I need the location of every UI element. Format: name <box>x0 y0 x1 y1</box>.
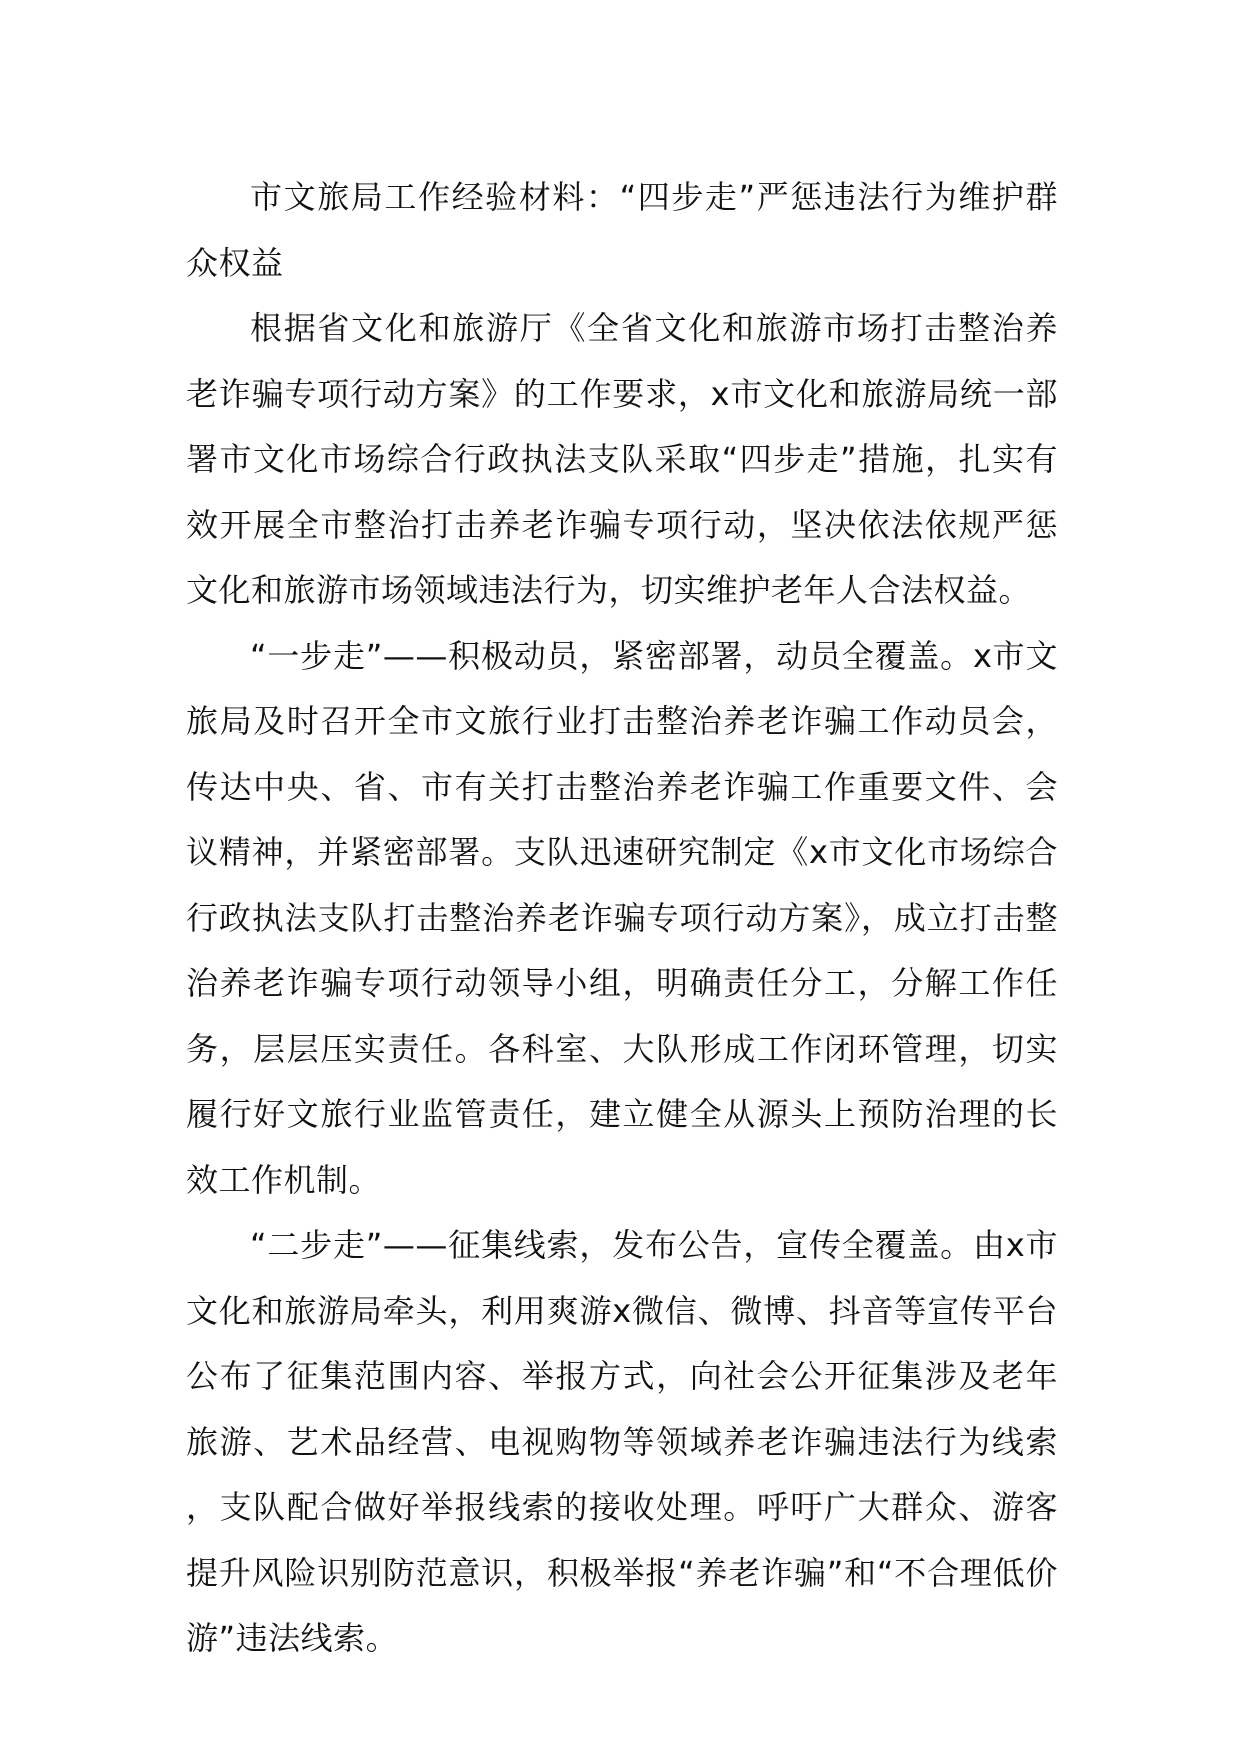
paragraph-intro: 根据省文化和旅游厅《全省文化和旅游市场打击整治养老诈骗专项行动方案》的工作要求，x市文化和旅游局统一部署市文化市场综合行政执法支队采取“四步走”措施，扎实有效开展全市整治打击养老诈骗专项行动，坚决依法依规严惩文化和旅游市场领域违法行为，切实维护老年人合法权益。 <box>186 309 1058 609</box>
document-title: 市文旅局工作经验材料：“四步走”严惩违法行为维护群众权益 <box>186 178 1058 282</box>
document-body <box>186 165 1058 1672</box>
paragraph-step-two: “二步走”——征集线索，发布公告，宣传全覆盖。由x市文化和旅游局牵头，利用爽游x微信、微博、抖音等宣传平台公布了征集范围内容、举报方式，向社会公开征集涉及老年旅游、艺术品经营、电视购物等领域养老诈骗违法行为线索，支队配合做好举报线索的接收处理。呼吁广大群众、游客提升风险识别防范意识，积极举报“养老诈骗”和“不合理低价游”违法线索。 <box>186 1226 1058 1657</box>
paragraph-step-one: “一步走”——积极动员，紧密部署，动员全覆盖。x市文旅局及时召开全市文旅行业打击整治养老诈骗工作动员会，传达中央、省、市有关打击整治养老诈骗工作重要文件、会议精神，并紧密部署。支队迅速研究制定《x市文化市场综合行政执法支队打击整治养老诈骗专项行动方案》，成立打击整治养老诈骗专项行动领导小组，明确责任分工，分解工作任务，层层压实责任。各科室、大队形成工作闭环管理，切实履行好文旅行业监管责任，建立健全从源头上预防治理的长效工作机制。 <box>186 636 1058 1199</box>
